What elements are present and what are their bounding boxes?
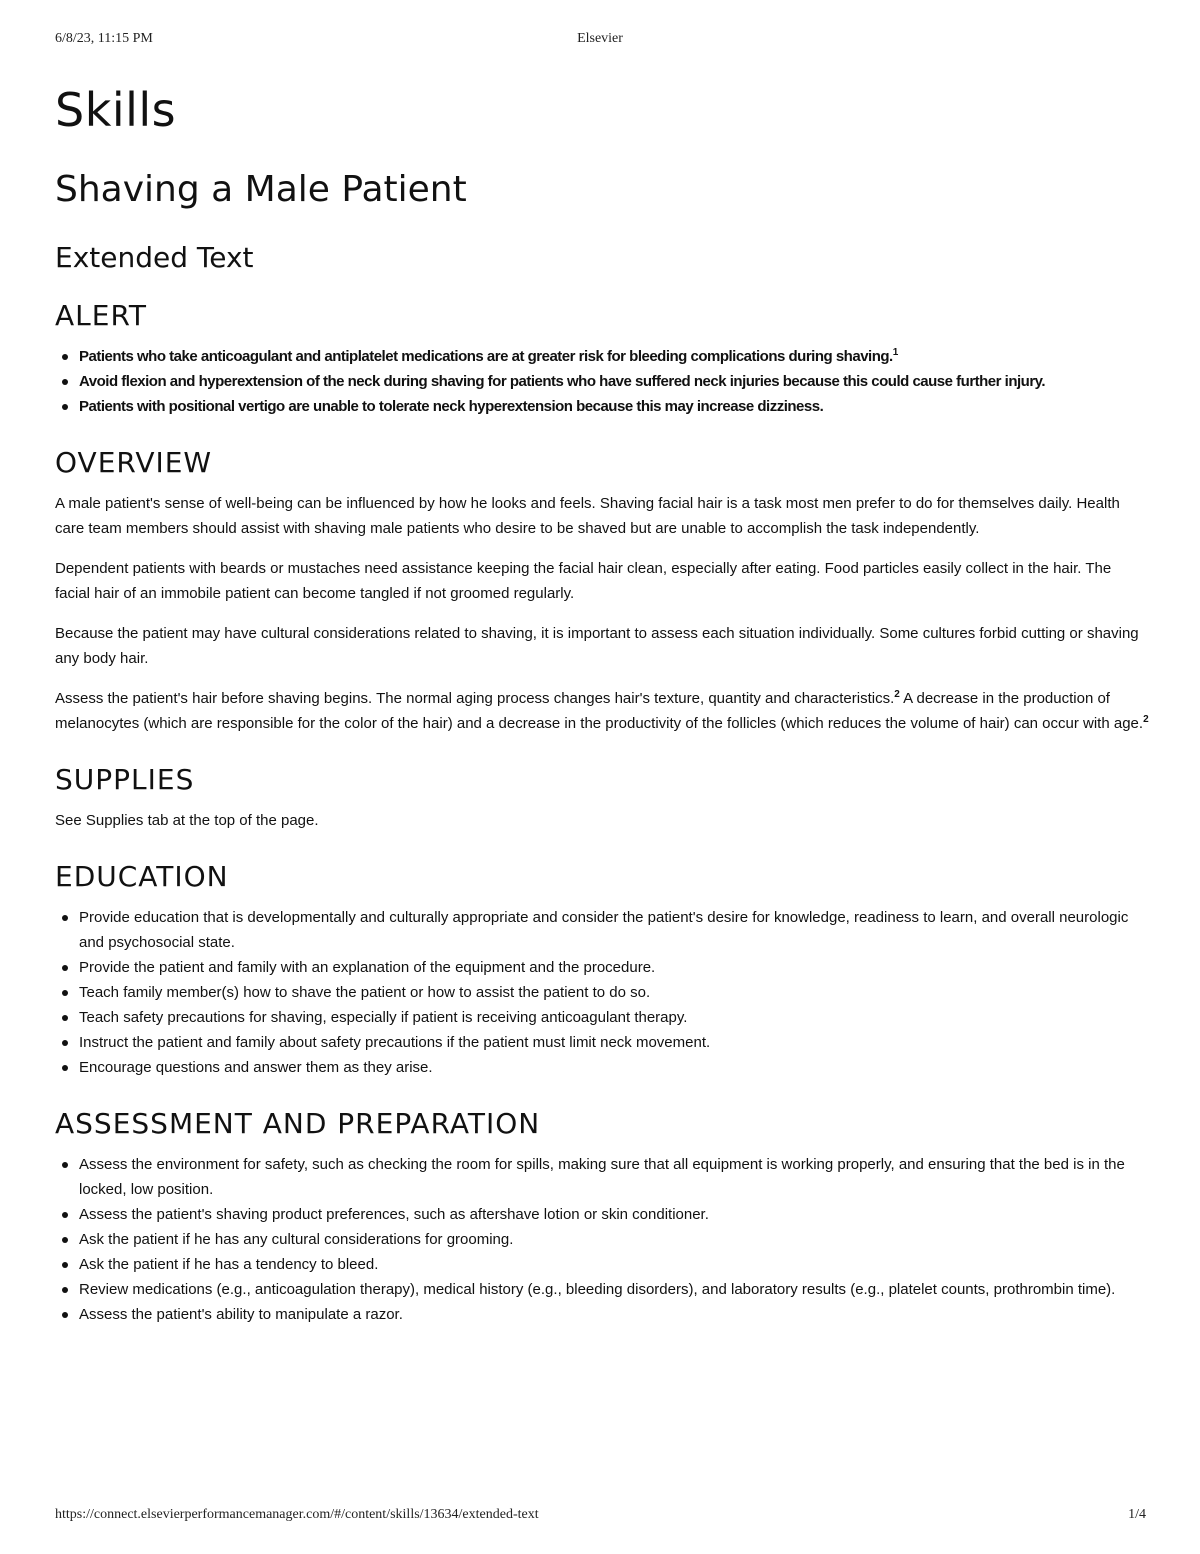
list-item: Ask the patient if he has a tendency to bleed. [62,1252,1150,1277]
list-item: Provide the patient and family with an explanation of the equipment and the procedure. [62,955,1150,980]
list-item: Assess the patient's ability to manipulate a razor. [62,1302,1150,1327]
list-item: Instruct the patient and family about safety precautions if the patient must limit neck movement. [62,1030,1150,1055]
list-item: Assess the environment for safety, such as checking the room for spills, making sure that all equipment is working properly, and ensuring that the bed is in the locked, low position. [62,1152,1150,1202]
article [55,80,1150,1327]
supplies-section [55,762,1150,833]
page-title: Skills [55,83,177,137]
overview-paragraph: Dependent patients with beards or mustaches need assistance keeping the facial hair clean, especially after eating. Food particles easily collect in the hair. The facial hair of an immobile patient can become tangled if not groomed regularly. [55,560,1112,602]
alert-item [62,344,1150,369]
supplies-text: See Supplies tab at the top of the page. [55,812,319,829]
citation-link[interactable]: 1 [892,347,898,358]
alert-item-text: Patients with positional vertigo are unable to tolerate neck hyperextension because this may increase dizziness. [79,398,824,415]
education-section [55,859,1150,1080]
alert-heading: ALERT [55,299,147,332]
overview-paragraph [55,686,1150,736]
list-item: Review medications (e.g., anticoagulation therapy), medical history (e.g., bleeding disorders), and laboratory results (e.g., platelet counts, prothrombin time). [62,1277,1150,1302]
alert-list [55,344,1150,419]
overview-paragraph: Because the patient may have cultural considerations related to shaving, it is important to assess each situation individually. Some cultures forbid cutting or shaving any body hair. [55,625,1139,667]
assessment-list [55,1152,1150,1327]
paragraph-text: A decrease in the production of melanocytes (which are responsible for the color of the hair) and a decrease in the productivity of the follicles (which reduces the volume of hair) can occur with age. [55,690,1144,732]
list-item: Ask the patient if he has any cultural considerations for grooming. [62,1227,1150,1252]
overview-heading: OVERVIEW [55,446,213,479]
assessment-section [55,1106,1150,1327]
list-item: Encourage questions and answer them as they arise. [62,1055,1150,1080]
citation-link[interactable]: 2 [1143,714,1149,725]
alert-section [55,298,1150,419]
assessment-heading: ASSESSMENT AND PREPARATION [55,1107,541,1140]
alert-item [62,369,1150,394]
content-type-heading: Extended Text [55,241,254,274]
print-site-name: Elsevier [577,31,623,46]
print-datetime: 6/8/23, 11:15 PM [55,31,153,46]
alert-item-text: Avoid flexion and hyperextension of the neck during shaving for patients who have suffered neck injuries because this could cause further injury. [79,373,1046,390]
list-item: Teach family member(s) how to shave the patient or how to assist the patient to do so. [62,980,1150,1005]
overview-paragraph: A male patient's sense of well-being can be influenced by how he looks and feels. Shaving facial hair is a task most men prefer to do for themselves daily. Health care team members should assist with shaving male patients who desire to be shaved but are unable to accomplish the task independently. [55,495,1120,537]
alert-item [62,394,1150,419]
paragraph-text: Assess the patient's hair before shaving begins. The normal aging process changes hair's texture, quantity and characteristics. [55,690,895,707]
list-item: Assess the patient's shaving product preferences, such as aftershave lotion or skin conditioner. [62,1202,1150,1227]
education-list [55,905,1150,1080]
citation-link[interactable]: 2 [894,689,900,700]
supplies-heading: SUPPLIES [55,763,195,796]
list-item: Teach safety precautions for shaving, especially if patient is receiving anticoagulant therapy. [62,1005,1150,1030]
print-url: https://connect.elsevierperformancemanager.com/#/content/skills/13634/extended-text [55,1507,539,1522]
alert-item-text: Patients who take anticoagulant and antiplatelet medications are at greater risk for bleeding complications during shaving. [79,348,893,365]
overview-section [55,445,1150,736]
page-number: 1/4 [1128,1507,1146,1522]
skill-title: Shaving a Male Patient [55,169,467,210]
education-heading: EDUCATION [55,860,229,893]
list-item: Provide education that is developmentally and culturally appropriate and consider the patient's desire for knowledge, readiness to learn, and overall neurologic and psychosocial state. [62,905,1150,955]
